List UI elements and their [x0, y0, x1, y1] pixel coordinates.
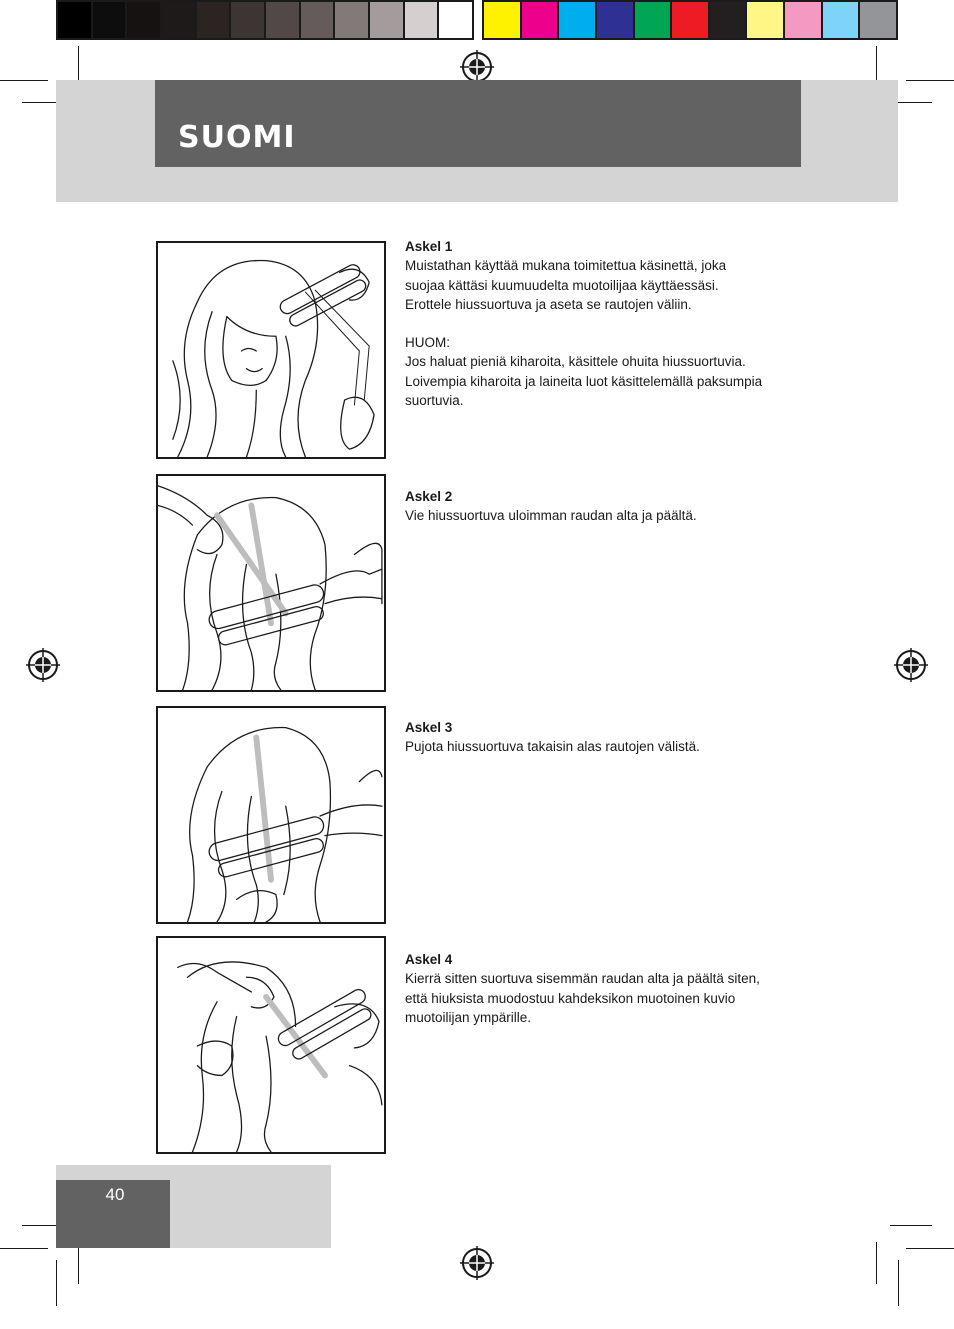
crop-mark — [906, 80, 954, 81]
note-line: Loivempia kiharoita ja laineita luot käsittelemällä paksumpia — [405, 373, 763, 389]
color-swatch — [405, 2, 440, 38]
color-swatch — [266, 2, 301, 38]
color-swatch — [127, 2, 162, 38]
crop-mark — [898, 1260, 899, 1306]
page-number: 40 — [105, 1185, 125, 1204]
color-swatch — [597, 2, 635, 38]
color-swatch — [93, 2, 128, 38]
note-label: HUOM: — [405, 335, 450, 351]
note-line: suortuvia. — [405, 393, 464, 409]
step-4-line: muotoilijan ympärille. — [405, 1009, 532, 1025]
crop-mark — [0, 80, 48, 81]
color-bar-cmyk — [482, 0, 898, 40]
color-bar-dark — [56, 0, 474, 40]
crop-mark — [0, 1248, 48, 1249]
step-1-line: Muistathan käyttää mukana toimitettua käsinettä, joka — [405, 258, 727, 274]
step-4-title: Askel 4 — [405, 952, 453, 967]
step-4-text — [405, 950, 805, 1027]
step-3-title: Askel 3 — [405, 720, 453, 735]
step-2-illustration — [156, 474, 386, 692]
color-swatch — [672, 2, 710, 38]
color-swatch — [335, 2, 370, 38]
color-swatch — [522, 2, 560, 38]
step-1-text — [405, 237, 805, 410]
registration-mark-icon — [460, 50, 494, 84]
step-3-line: Pujota hiussuortuva takaisin alas rautojen välistä. — [405, 739, 700, 755]
color-swatch — [439, 2, 472, 38]
registration-mark-icon — [26, 648, 60, 682]
registration-mark-icon — [460, 1246, 494, 1280]
color-swatch — [785, 2, 823, 38]
step-1-line: Erottele hiussuortuva ja aseta se rautojen väliin. — [405, 296, 692, 312]
color-swatch — [370, 2, 405, 38]
step-1-line: suojaa kättäsi kuumuudelta muotoilijaa käyttäessäsi. — [405, 277, 719, 293]
step-3-illustration — [156, 706, 386, 924]
step-4-line: että hiuksista muodostuu kahdeksikon muotoinen kuvio — [405, 990, 736, 1006]
step-2-title: Askel 2 — [405, 489, 453, 504]
color-swatch — [231, 2, 266, 38]
color-swatch — [747, 2, 785, 38]
step-3-text — [405, 718, 805, 757]
step-1-title: Askel 1 — [405, 239, 453, 254]
crop-mark — [78, 1242, 79, 1284]
color-swatch — [301, 2, 336, 38]
step-2-text — [405, 487, 805, 526]
crop-mark — [56, 1260, 57, 1306]
step-1-illustration — [156, 241, 386, 459]
color-swatch — [823, 2, 861, 38]
step-4-line: Kierrä sitten suortuva sisemmän raudan alta ja päältä siten, — [405, 971, 760, 987]
step-4-illustration — [156, 936, 386, 1154]
color-swatch — [58, 2, 93, 38]
color-swatch — [162, 2, 197, 38]
color-swatch — [559, 2, 597, 38]
crop-mark — [890, 1225, 932, 1226]
step-2-line: Vie hiussuortuva uloimman raudan alta ja päältä. — [405, 508, 697, 524]
color-swatch — [860, 2, 896, 38]
registration-mark-icon — [894, 648, 928, 682]
color-swatch — [635, 2, 673, 38]
color-swatch — [484, 2, 522, 38]
crop-mark — [906, 1248, 954, 1249]
crop-mark — [876, 1242, 877, 1284]
note-line: Jos haluat pieniä kiharoita, käsittele ohuita hiussuortuvia. — [405, 354, 746, 370]
page-title: SUOMI — [178, 120, 296, 155]
color-swatch — [710, 2, 748, 38]
color-swatch — [197, 2, 232, 38]
